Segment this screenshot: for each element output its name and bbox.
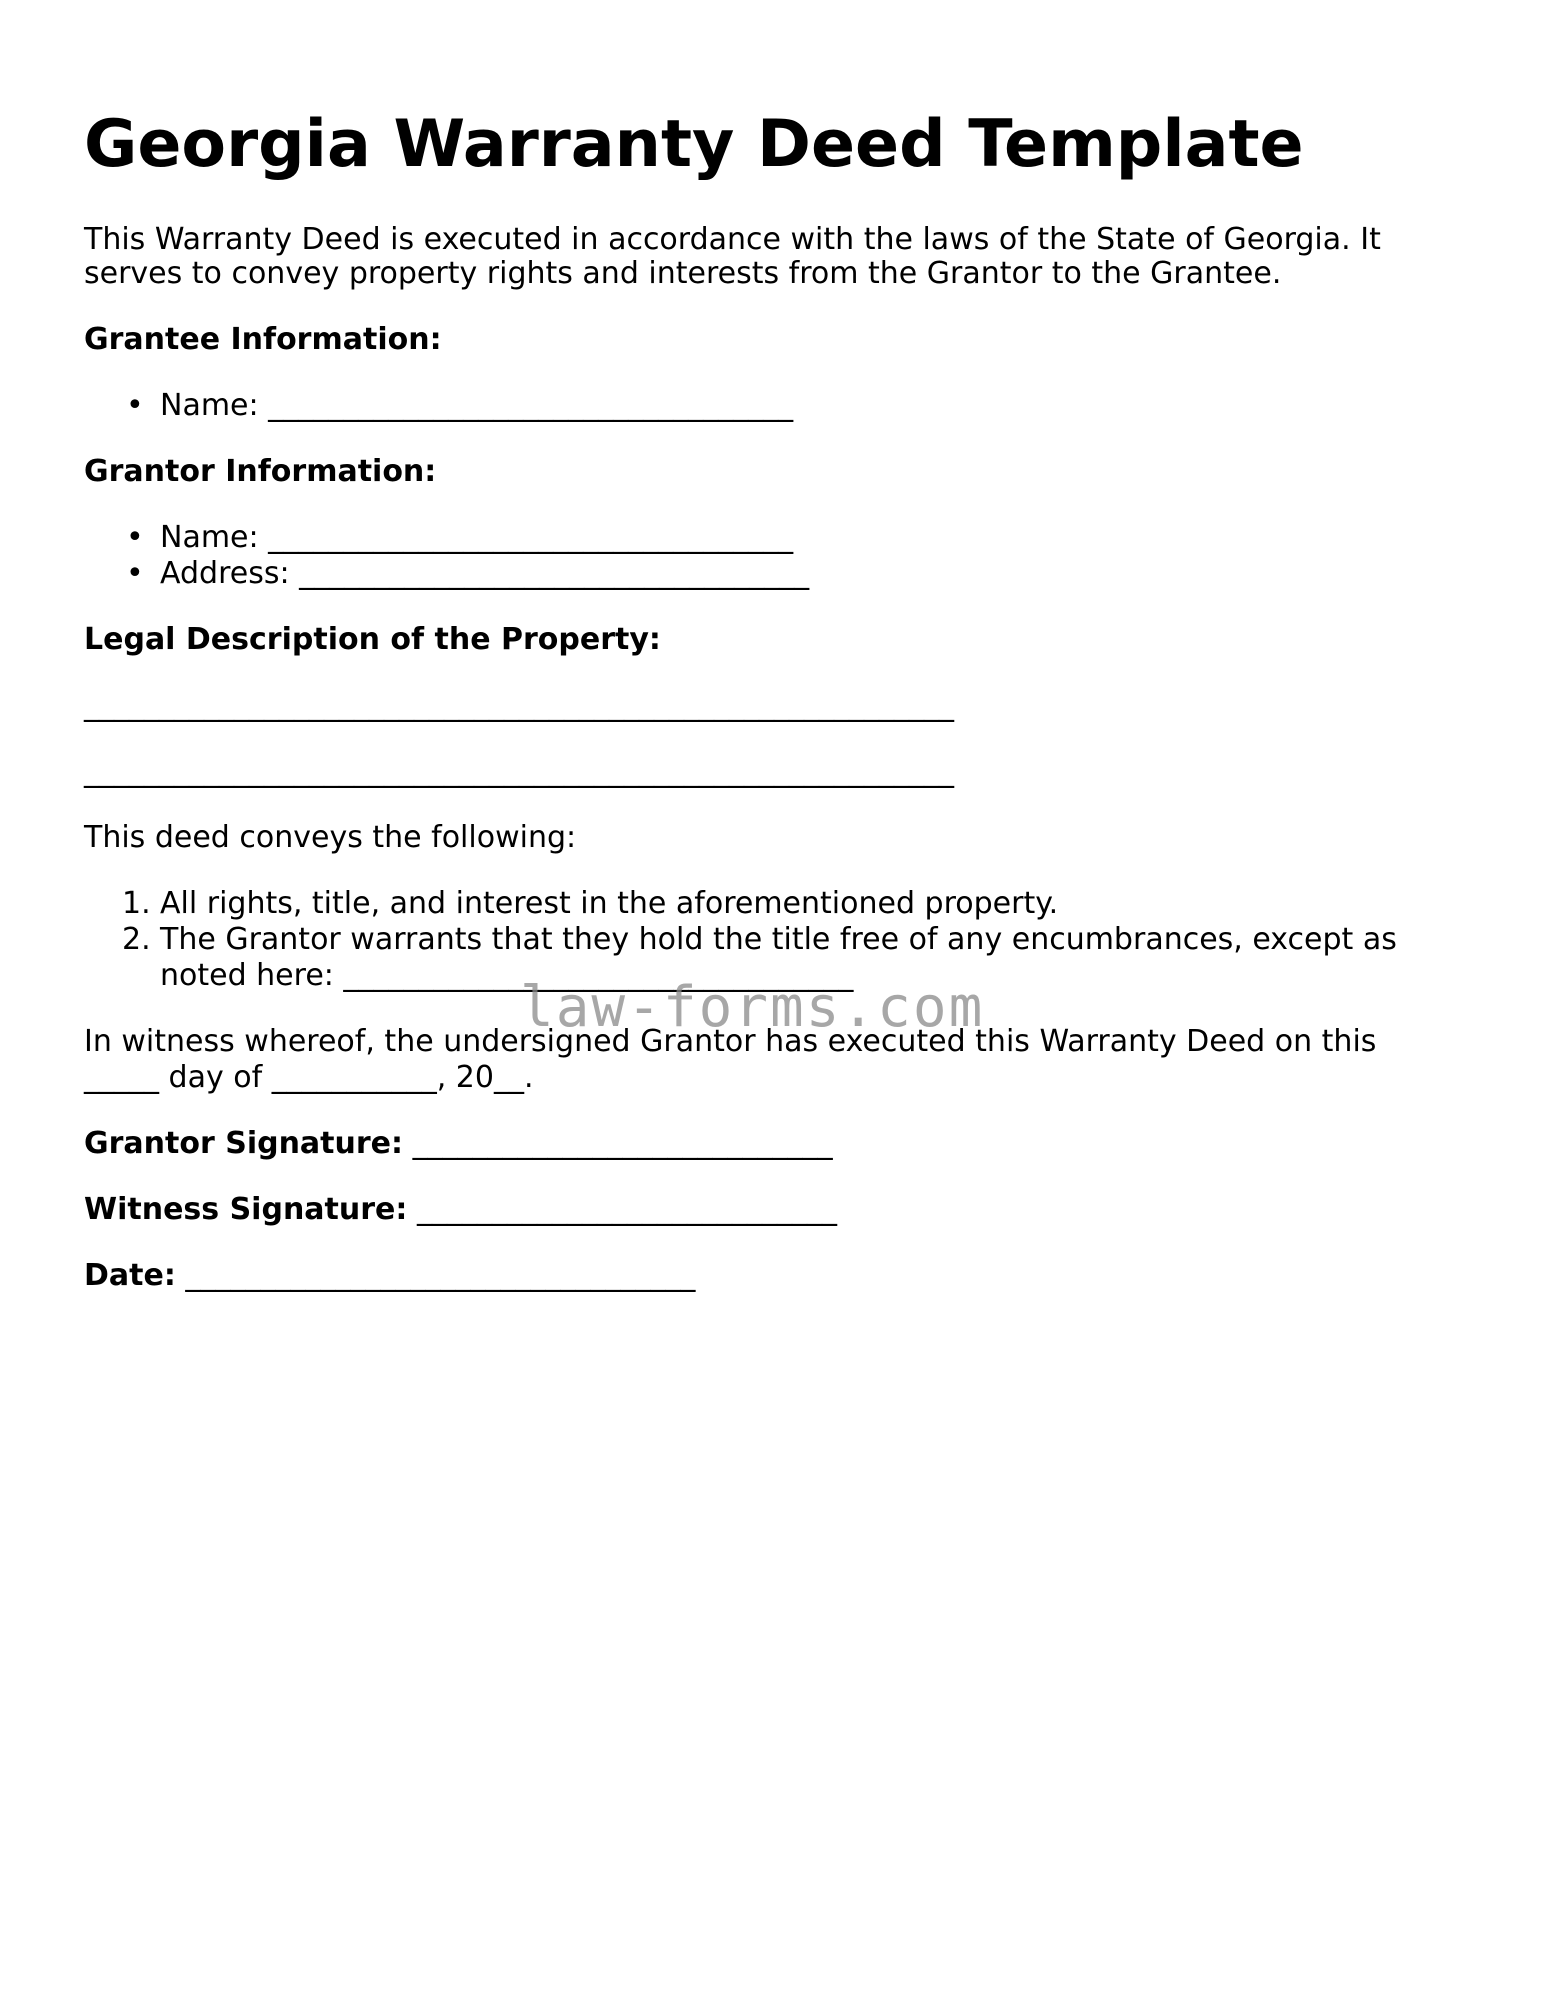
- page-title: Georgia Warranty Deed Template: [84, 107, 1304, 182]
- bullet-icon: •: [126, 388, 144, 423]
- watermark: law-forms.com: [520, 975, 985, 1040]
- list-number: 1.: [122, 886, 151, 921]
- grantor-signature-field[interactable]: ____________________________: [412, 1126, 833, 1161]
- grantor-address-field[interactable]: Address: __________________________________: [160, 556, 810, 591]
- grantee-name-item: [84, 388, 793, 424]
- grantor-list: [84, 520, 809, 592]
- grantee-heading: Grantee Information:: [84, 322, 442, 357]
- conveys-intro: This deed conveys the following:: [84, 820, 577, 855]
- bullet-icon: •: [126, 556, 144, 591]
- grantor-address-item: [84, 556, 809, 592]
- grantor-signature-label: Grantor Signature:: [84, 1126, 404, 1161]
- grantor-heading: Grantor Information:: [84, 454, 437, 489]
- date-field[interactable]: __________________________________: [185, 1258, 696, 1293]
- witness-signature-label: Witness Signature:: [84, 1192, 408, 1227]
- date-row: [84, 1258, 695, 1294]
- grantor-name-field[interactable]: Name: ___________________________________: [160, 520, 794, 555]
- witness-line-1: In witness whereof, the undersigned Grantor has executed this Warranty Deed on this: [84, 1024, 1377, 1059]
- intro-line-2: serves to convey property rights and interests from the Grantor to the Grantee.: [84, 256, 1282, 291]
- encumbrances-field[interactable]: noted here: __________________________________: [160, 958, 854, 993]
- date-label: Date:: [84, 1258, 176, 1293]
- legal-description-heading: Legal Description of the Property:: [84, 622, 661, 657]
- witness-date-field[interactable]: _____ day of ___________, 20__.: [84, 1060, 534, 1095]
- bullet-icon: •: [126, 520, 144, 555]
- intro-line-1: This Warranty Deed is executed in accordance with the laws of the State of Georgia. It: [84, 222, 1381, 257]
- grantor-signature-row: [84, 1126, 833, 1162]
- legal-description-line-1[interactable]: __________________________________________________________: [84, 688, 954, 723]
- grantor-name-item: [84, 520, 809, 556]
- conveys-item-1: [84, 886, 1397, 922]
- grantee-list: [84, 388, 793, 424]
- legal-description-line-2[interactable]: __________________________________________________________: [84, 754, 954, 789]
- witness-signature-field[interactable]: ____________________________: [416, 1192, 837, 1227]
- conveys-item-1-text: All rights, title, and interest in the aforementioned property.: [160, 886, 1059, 921]
- grantee-name-field[interactable]: Name: ___________________________________: [160, 388, 794, 423]
- witness-signature-row: [84, 1192, 837, 1228]
- conveys-item-2-text: The Grantor warrants that they hold the title free of any encumbrances, except as: [160, 922, 1397, 957]
- list-number: 2.: [122, 922, 151, 957]
